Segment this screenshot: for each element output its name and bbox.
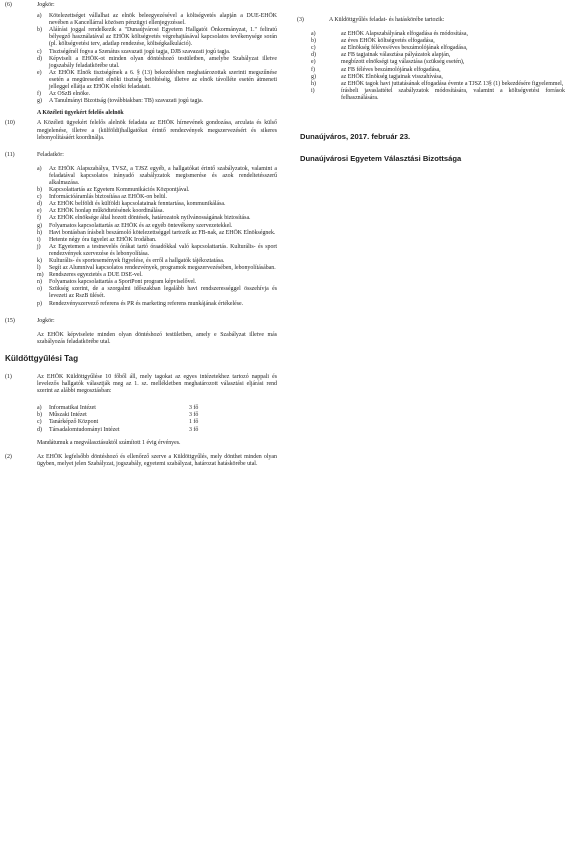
list-item (37, 279, 277, 286)
item-text: Havi bontásban írásbeli beszámoló kötelezettséggel tartozik az FB-nak, az EHÖK Elnökségnek. (49, 229, 276, 236)
item-letter: g) (311, 73, 316, 80)
row-letter: c) (37, 419, 42, 426)
item-letter: h) (37, 229, 42, 236)
seat-count: 3 fő (189, 426, 199, 433)
list-item (37, 272, 277, 279)
item-letter: p) (37, 300, 42, 307)
item-text: az EHÖK Elnökség tagjainak visszahívása, (341, 73, 443, 80)
list-item (37, 286, 277, 300)
seat-count: 3 fő (189, 412, 199, 419)
item-letter: d) (311, 52, 316, 59)
paragraph-number: (1) (5, 373, 12, 380)
paragraph-text: Az EHÖK legfelsőbb döntéshozó és ellenőrző szerve a Küldöttgyűlés, mely dönthet minden olyan ügyben, melyet jelen Szabályzat, jogszabály, egyetemi szabályzat, határozat hatáskörébe utal. (37, 453, 277, 467)
item-text: Az EHÖK elnöksége által hozott döntések, határozatok nyilvánosságának biztosítása. (49, 215, 251, 222)
item-text: Tisztségénél fogva a Szenátus szavazati jogú tagja, DJB szavazati jogú tagja. (49, 48, 231, 55)
item-text: Kapcsolattartás az Egyetem Kommunikációs Központjával. (49, 187, 190, 194)
item-letter: g) (37, 98, 42, 105)
item-text: Az EHÖK belföldi és külföldi kapcsolatainak fenntartása, kommunikálása. (49, 201, 226, 208)
signature-block: Dunaújvárosi Egyetem Választási Bizottsága (300, 154, 462, 164)
item-letter: l) (37, 265, 41, 272)
list-item (37, 265, 277, 272)
item-letter: g) (37, 222, 42, 229)
item-letter: e) (37, 208, 42, 215)
item-letter: a) (37, 165, 42, 172)
item-text: Kulturális- és sportesemények figyelése, és erről a hallgatók tájékoztatása. (49, 258, 225, 264)
item-text: Az OSzB elnöke. (49, 91, 91, 98)
list-item (37, 215, 277, 222)
seat-count: 1 fő (189, 419, 199, 426)
paragraph-1 (5, 374, 277, 395)
list-item (37, 244, 277, 258)
right-column (297, 0, 565, 164)
paragraph-title: Jogkör: (37, 317, 55, 324)
item-letter: e) (311, 59, 316, 66)
paragraph-3 (297, 17, 565, 24)
paragraph-title: Jogkör: (37, 2, 55, 8)
institute-name: Informatikai Intézet (49, 405, 96, 412)
item-letter: a) (311, 31, 316, 38)
list-item (37, 258, 277, 265)
paragraph-text: Az EHÖK képviselete minden olyan döntéshozó testületben, amely e Szabályzat illetve más szabályozás feladatkörébe utal. (37, 331, 277, 345)
paragraph-11-items (5, 166, 277, 308)
item-letter: b) (37, 187, 42, 194)
item-text: Az EHÖK honlap működtetésének koordinálása. (49, 208, 164, 215)
table-row (37, 427, 277, 434)
list-item (37, 56, 277, 70)
item-letter: e) (37, 69, 42, 76)
list-item (311, 59, 565, 66)
item-text: Kötelezettséget vállalhat az elnök beleegyezésével a költségvetés alapján a DUE-EHÖK nevében a Kancellárral közösen pénzügyi ellenjegyzéssel. (49, 13, 277, 27)
item-letter: f) (311, 66, 315, 73)
paragraph-number: (3) (297, 17, 304, 23)
item-text: Segít az Alumnival kapcsolatos rendezvények, programok megszervezésében, lebonyolításában. (49, 265, 276, 272)
paragraph-10 (5, 120, 277, 141)
item-text: az FB tagjainak választása pályázatok alapján, (341, 52, 451, 59)
table-row (37, 412, 277, 419)
item-text: Folyamatos kapcsolattartás a SportPont program képviselővel. (49, 279, 197, 286)
paragraph-11 (5, 152, 277, 159)
row-letter: b) (37, 412, 42, 419)
paragraph-number: (6) (5, 2, 12, 8)
item-letter: c) (37, 48, 42, 55)
item-text: Aláírási joggal rendelkezik a "Dunaújvárosi Egyetem Hallgatói Önkormányzat, 1." feliratú bélyegző használatával az EHÖK költségvetés végrehajtásával kapcsolatos tevékenysége során (pl. költségvetési terv, adatlap rendezése, költségkalkuláció). (49, 27, 277, 48)
item-text: az EHÖK tagok havi juttatásának elfogadása évente a TJSZ 13§ (1) bekezdésére figyelemmel, (341, 80, 564, 87)
paragraph-text: A Közéleti ügyekért felelős alelnök feladata az EHÖK hírnevének gondozása, arculata és külső megjelenése, illetve a (külföldi)hallgatókat érintő rendezvények megszervezésért és sikeres lebonyolításáért koordinálja. (37, 120, 277, 141)
paragraph-text: Az EHÖK Küldöttgyűlése 10 főből áll, mely tagokat az egyes intézetekhez tartozó nappali és levelezős hallgatók választják meg az 1. sz. mellékletben meghatározott választási eljárási rend szerint az alábbi megosztásban: (37, 373, 277, 395)
table-row (37, 405, 277, 412)
item-text: Hetente négy óra ügyelet az EHÖK Irodában. (49, 236, 157, 243)
paragraph-6 (5, 2, 277, 9)
seat-count: 3 fő (189, 405, 199, 412)
item-text: az EHÖK Alapszabályának elfogadása és módosítása, (341, 31, 468, 38)
list-item (37, 98, 277, 105)
item-text: Az Egyetemen a testnevelés órákat tartó óraadókkal való kapcsolattartás. Kulturális- és sport rendezvények szervezése és lebonyolítása. (49, 243, 277, 257)
item-text: Szükség szerint, de a szorgalmi időszakban legalább havi rendszerességgel összehívja és levezeti az RszB ülését. (49, 286, 277, 300)
item-text: az éves EHÖK költségvetés elfogadása, (341, 38, 435, 45)
item-letter: d) (37, 201, 42, 208)
paragraph-3-items (297, 31, 565, 102)
item-letter: d) (37, 55, 42, 62)
institute-table (37, 405, 277, 433)
item-letter: j) (37, 243, 41, 250)
item-text: megbízott elnökségi tag választása (szükség esetén), (341, 59, 465, 66)
item-text: Információáramlás biztosítása az EHÖK-on belül. (49, 194, 167, 201)
item-letter: i) (311, 87, 315, 94)
paragraph-6-items (5, 13, 277, 105)
list-item (37, 230, 277, 237)
item-text: Az EHÖK Elnök tisztségének a 6. § (13) bekezdésben meghatározottak szerinti megszűnése esetén a megüresedett elnöki tisztség betöltéséig, illetve az elnök távolléte esetén átmeneti jelleggel ellátja az EHÖK elnöki feladatait. (49, 69, 277, 91)
section-title: Küldöttgyűlési Tag (5, 353, 79, 363)
list-item (311, 81, 565, 88)
paragraph-title: Feladatkör: (37, 151, 64, 158)
paragraph-number: (2) (5, 453, 12, 460)
item-letter: b) (311, 38, 316, 45)
item-letter: c) (37, 194, 42, 201)
item-letter: o) (37, 286, 42, 293)
item-letter: k) (37, 258, 42, 264)
institute-name: Műszaki Intézet (49, 412, 87, 419)
paragraph-title: A Küldöttgyűlés feladat- és hatáskörébe tartozik: (329, 17, 445, 23)
list-item (37, 223, 277, 230)
institute-name: Tanárképző Központ (49, 419, 99, 426)
list-item (311, 45, 565, 52)
paragraph-number: (15) (5, 317, 15, 324)
left-column (5, 0, 277, 472)
item-text: írásbeli javaslattétel szabályzatok módosítására, valamint a költségvetési források felhasználására. (341, 87, 565, 101)
item-letter: m) (37, 272, 44, 279)
list-item (311, 67, 565, 74)
list-item (37, 49, 277, 56)
paragraph-number: (11) (5, 151, 15, 158)
item-letter: b) (37, 27, 42, 34)
item-text: Képviseli a EHÖK-ot minden olyan döntéshozó testületben, amelybe Szabályzat illetve jogszabály feladatkörébe utal. (49, 55, 277, 69)
list-item (311, 88, 565, 102)
list-item (37, 13, 277, 27)
item-text: az Elnökség féléves/éves beszámolójának elfogadása, (341, 45, 468, 52)
item-letter: i) (37, 236, 41, 243)
table-row (37, 419, 277, 426)
list-item (311, 74, 565, 81)
note-text: Mandátumuk a megválasztásuktól számított 1 évig érvényes. (37, 439, 181, 446)
list-item (37, 237, 277, 244)
list-item (37, 301, 277, 308)
row-letter: a) (37, 405, 42, 412)
row-letter: d) (37, 426, 42, 433)
paragraph-2 (5, 454, 277, 468)
item-letter: h) (311, 80, 316, 87)
date-place: Dunaújváros, 2017. február 23. (300, 132, 411, 142)
item-text: Az EHÖK Alapszabálya, TVSZ, a TJSZ egyéb, a hallgatókat érintő szabályzatok, valamint a feladatával kapcsolatos irányadó szabályzatok megismerése és azok rendeltetésszerű alkalmazása. (49, 165, 277, 186)
paragraph-number: (10) (5, 120, 15, 127)
paragraph-15-body (5, 332, 277, 346)
item-text: Rendszeres egyeztetés a DUE DSE-vel. (49, 272, 143, 279)
sub-heading: A Közéleti ügyekért felelős alelnök (37, 110, 124, 117)
item-letter: n) (37, 279, 42, 286)
list-item (37, 70, 277, 91)
list-item (37, 27, 277, 48)
item-text: A Tanulmányi Bizottság (továbbiakban: TB) szavazati jogú tagja. (49, 98, 204, 105)
item-letter: f) (37, 91, 41, 98)
institute-name: Társadalomtudományi Intézet (49, 426, 120, 433)
item-letter: a) (37, 13, 42, 20)
item-text: Rendezvényszervező referens és PR és marketing referens munkájának értékelése. (49, 300, 244, 307)
item-text: Folyamatos kapcsolattartás az EHÖK és az egyéb öntevékeny szervezetekkel. (49, 222, 233, 229)
item-text: az FB féléves beszámolójának elfogadása, (341, 66, 441, 73)
mandate-note (5, 440, 277, 447)
item-letter: c) (311, 45, 316, 52)
item-letter: f) (37, 215, 41, 222)
paragraph-15 (5, 318, 277, 325)
list-item (37, 166, 277, 187)
